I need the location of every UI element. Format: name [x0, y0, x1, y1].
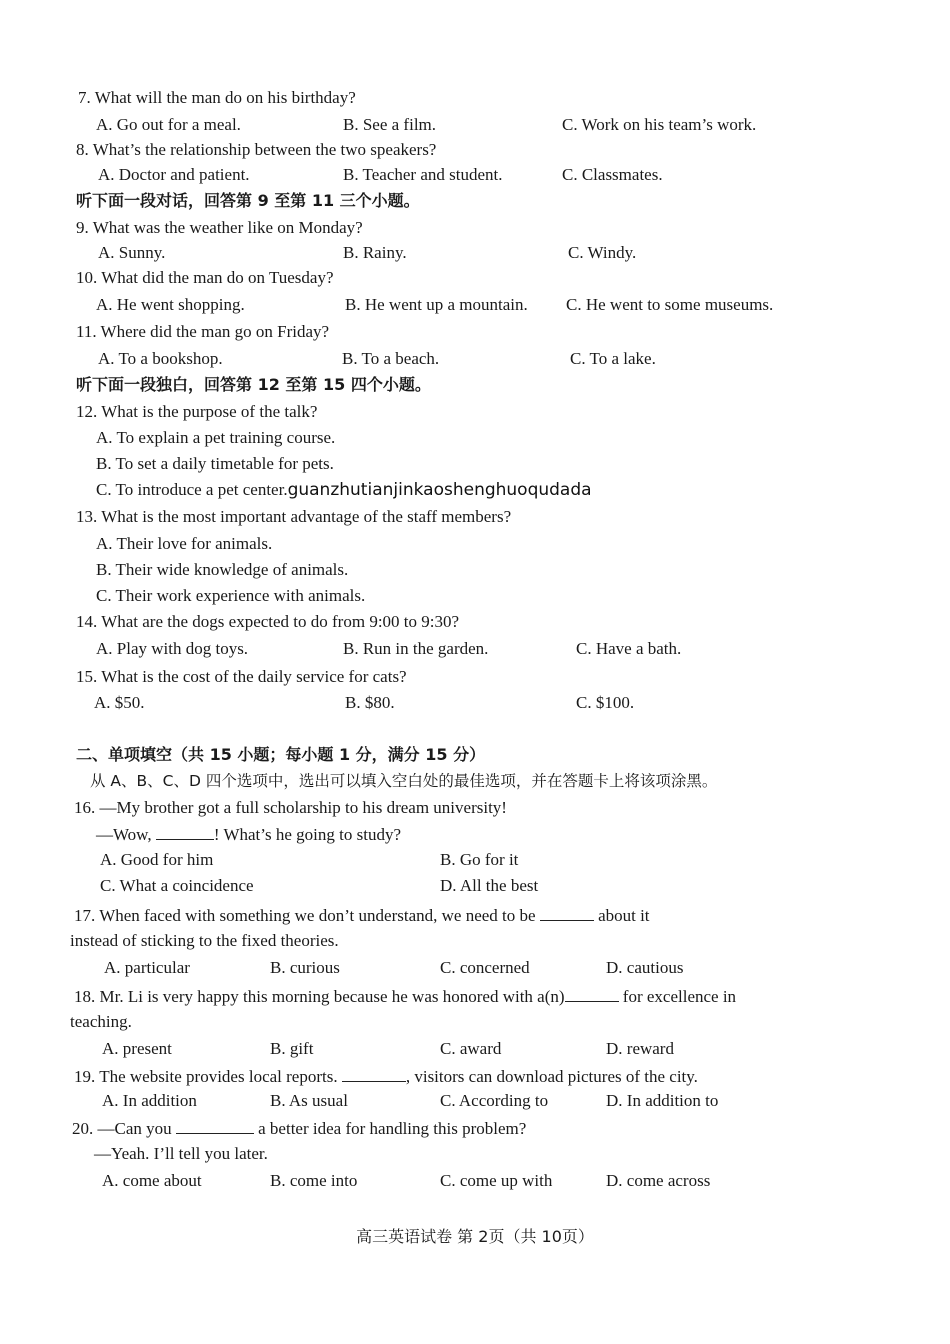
q18-option-d: D. reward — [606, 1039, 674, 1058]
q8-option-c: C. Classmates. — [562, 165, 663, 184]
q11-option-b: B. To a beach. — [342, 349, 440, 368]
q16-line2-post: ! What’s he going to study? — [213, 825, 401, 844]
question-7-stem: 7. What will the man do on his birthday? — [78, 88, 356, 107]
question-16-line1: 16. —My brother got a full scholarship to his dream university! — [74, 798, 507, 817]
q15-option-b: B. $80. — [345, 693, 395, 712]
answer-blank — [540, 904, 594, 921]
question-8-stem: 8. What’s the relationship between the two speakers? — [76, 140, 437, 159]
instruction-12-15: 听下面一段独白，回答第 12 至第 15 四个小题。 — [76, 375, 431, 394]
question-17-line1 — [74, 904, 650, 926]
q9-option-a: A. Sunny. — [98, 243, 166, 262]
q13-option-a: A. Their love for animals. — [96, 534, 273, 553]
q10-option-c: C. He went to some museums. — [566, 295, 774, 314]
q18-line1-post: for excellence in — [618, 987, 737, 1006]
question-10-stem: 10. What did the man do on Tuesday? — [76, 268, 334, 287]
q8-option-a: A. Doctor and patient. — [98, 165, 250, 184]
q14-option-b: B. Run in the garden. — [343, 639, 489, 658]
q11-option-c: C. To a lake. — [570, 349, 656, 368]
q20-option-a: A. come about — [102, 1171, 202, 1190]
question-16-line2 — [96, 823, 401, 845]
q19-line1-pre: 19. The website provides local reports. — [74, 1067, 342, 1086]
q20-option-d: D. come across — [606, 1171, 711, 1190]
q16-option-a: A. Good for him — [100, 850, 214, 869]
q10-option-a: A. He went shopping. — [96, 295, 245, 314]
watermark-text: guanzhutianjinkaoshenghuoqudada — [287, 480, 592, 500]
q7-option-b: B. See a film. — [343, 115, 437, 134]
q19-line1-post: , visitors can download pictures of the city. — [405, 1067, 698, 1086]
q17-line1-post: about it — [593, 906, 650, 925]
q18-line1-pre: 18. Mr. Li is very happy this morning because he was honored with a(n) — [74, 987, 565, 1006]
q18-option-c: C. award — [440, 1039, 502, 1058]
answer-blank — [156, 823, 214, 840]
answer-blank — [565, 985, 619, 1002]
q20-option-c: C. come up with — [440, 1171, 553, 1190]
question-18-line1 — [74, 985, 736, 1007]
q16-option-b: B. Go for it — [440, 850, 519, 869]
q19-option-b: B. As usual — [270, 1091, 348, 1110]
q9-option-b: B. Rainy. — [343, 243, 407, 262]
answer-blank — [176, 1117, 254, 1134]
question-13-stem: 13. What is the most important advantage of the staff members? — [76, 507, 512, 526]
question-9-stem: 9. What was the weather like on Monday? — [76, 218, 363, 237]
q7-option-a: A. Go out for a meal. — [96, 115, 241, 134]
q19-option-c: C. According to — [440, 1091, 549, 1110]
q20-line1-post: a better idea for handling this problem? — [253, 1119, 527, 1138]
q12-option-c — [96, 480, 592, 500]
q19-option-a: A. In addition — [102, 1091, 197, 1110]
question-20-line2: —Yeah. I’ll tell you later. — [94, 1144, 268, 1163]
q12-option-b: B. To set a daily timetable for pets. — [96, 454, 334, 473]
q17-option-a: A. particular — [104, 958, 190, 977]
question-15-stem: 15. What is the cost of the daily service for cats? — [76, 667, 407, 686]
page-footer: 高三英语试卷 第 2页（共 10页） — [356, 1227, 594, 1246]
answer-blank — [342, 1065, 406, 1082]
q16-option-c: C. What a coincidence — [100, 876, 254, 895]
q14-option-a: A. Play with dog toys. — [96, 639, 249, 658]
q15-option-c: C. $100. — [576, 693, 635, 712]
q9-option-c: C. Windy. — [568, 243, 637, 262]
question-20-line1 — [72, 1117, 526, 1139]
question-14-stem: 14. What are the dogs expected to do from 9:00 to 9:30? — [76, 612, 460, 631]
q16-option-d: D. All the best — [440, 876, 539, 895]
instruction-9-11: 听下面一段对话，回答第 9 至第 11 三个小题。 — [76, 191, 420, 210]
question-17-line2: instead of sticking to the fixed theories. — [70, 931, 339, 950]
q14-option-c: C. Have a bath. — [576, 639, 682, 658]
q10-option-b: B. He went up a mountain. — [345, 295, 528, 314]
q13-option-b: B. Their wide knowledge of animals. — [96, 560, 349, 579]
section-2-title: 二、单项填空（共 15 小题；每小题 1 分，满分 15 分） — [76, 745, 486, 764]
q17-line1-pre: 17. When faced with something we don’t understand, we need to be — [74, 906, 540, 925]
q19-option-d: D. In addition to — [606, 1091, 719, 1110]
q17-option-d: D. cautious — [606, 958, 684, 977]
question-18-line2: teaching. — [70, 1012, 132, 1031]
question-19-line1 — [74, 1065, 698, 1087]
q13-option-c: C. Their work experience with animals. — [96, 586, 366, 605]
q18-option-a: A. present — [102, 1039, 172, 1058]
q18-option-b: B. gift — [270, 1039, 314, 1058]
q11-option-a: A. To a bookshop. — [98, 349, 223, 368]
q12-option-c-text: C. To introduce a pet center. — [96, 480, 288, 499]
question-12-stem: 12. What is the purpose of the talk? — [76, 402, 318, 421]
q17-option-c: C. concerned — [440, 958, 530, 977]
q12-option-a: A. To explain a pet training course. — [96, 428, 336, 447]
q7-option-c: C. Work on his team’s work. — [562, 115, 757, 134]
q15-option-a: A. $50. — [94, 693, 145, 712]
q20-line1-pre: 20. —Can you — [72, 1119, 176, 1138]
q20-option-b: B. come into — [270, 1171, 358, 1190]
q16-line2-pre: —Wow, — [96, 825, 156, 844]
q8-option-b: B. Teacher and student. — [343, 165, 503, 184]
question-11-stem: 11. Where did the man go on Friday? — [76, 322, 330, 341]
q17-option-b: B. curious — [270, 958, 340, 977]
section-2-instruction: 从 A、B、C、D 四个选项中，选出可以填入空白处的最佳选项，并在答题卡上将该项涂黑。 — [90, 772, 718, 790]
